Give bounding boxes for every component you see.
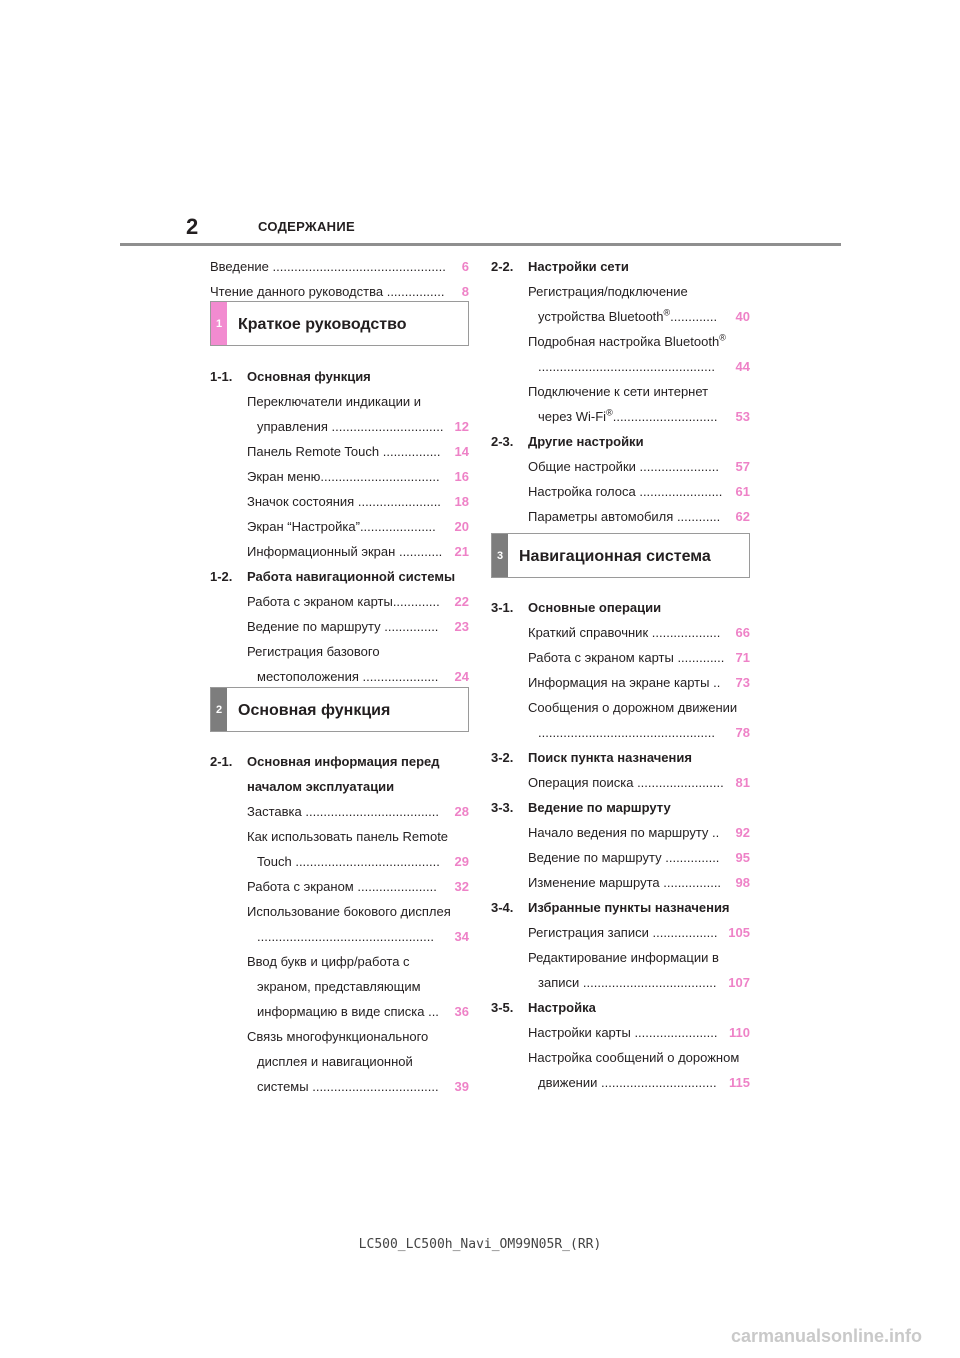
toc-entry-page[interactable]: 23: [454, 619, 469, 634]
toc-entry[interactable]: [491, 945, 750, 970]
watermark: carmanualsonline.info: [730, 1326, 922, 1346]
toc-entry[interactable]: [491, 845, 750, 870]
header-title: СОДЕРЖАНИЕ: [258, 219, 355, 234]
chapter-title: Навигационная система: [519, 548, 711, 565]
toc-entry-page[interactable]: 92: [735, 825, 750, 840]
toc-entry-label: Экран меню.................................: [247, 469, 440, 484]
section-title: Другие настройки: [528, 434, 644, 449]
toc-entry[interactable]: [491, 670, 750, 695]
page-number: 2: [186, 214, 199, 239]
toc-entry-page[interactable]: 39: [454, 1079, 469, 1094]
toc-entry-page[interactable]: 57: [735, 459, 750, 474]
toc-entry-label: .................................................: [538, 725, 715, 740]
toc-entry-page[interactable]: 95: [735, 850, 750, 865]
toc-entry-label: Общие настройки ......................: [528, 459, 719, 474]
section-number: 2-3.: [491, 434, 514, 449]
toc-entry-label: Ввод букв и цифр/работа с: [247, 954, 410, 969]
section-number: 1-1.: [210, 369, 233, 384]
toc-entry-label: Параметры автомобиля ............: [528, 509, 721, 524]
toc-entry-label: Панель Remote Touch ................: [247, 444, 441, 459]
toc-entry-page[interactable]: 115: [729, 1075, 750, 1090]
toc-entry[interactable]: [210, 974, 469, 999]
toc-entry-label: местоположения .....................: [257, 669, 439, 684]
chapter-box-2[interactable]: [210, 687, 469, 732]
section-number: 3-2.: [491, 750, 514, 765]
toc-entry-page[interactable]: 14: [454, 444, 469, 459]
toc-entry-label: Работа с экраном ......................: [247, 879, 437, 894]
toc-entry[interactable]: [491, 645, 750, 670]
toc-entry-page[interactable]: 40: [735, 309, 750, 324]
toc-entry-label: Подробная настройка Bluetooth®: [528, 332, 726, 349]
toc-entry-label: устройства Bluetooth®.............: [538, 307, 718, 324]
toc-entry[interactable]: [491, 720, 750, 745]
toc-entry[interactable]: [491, 970, 750, 995]
toc-entry-label: информацию в виде списка ...: [257, 1004, 439, 1019]
toc-entry[interactable]: [210, 1024, 469, 1049]
toc-entry-label: системы ...................................: [257, 1079, 439, 1094]
chapter-title: Краткое руководство: [238, 316, 407, 333]
toc-entry[interactable]: [210, 514, 469, 539]
toc-entry[interactable]: [491, 404, 750, 429]
toc-entry[interactable]: [491, 620, 750, 645]
toc-entry-page[interactable]: 28: [454, 804, 469, 819]
toc-entry-label: Информационный экран ............: [247, 544, 443, 559]
toc-entry-label: Настройка голоса .......................: [528, 484, 723, 499]
toc-entry-page[interactable]: 20: [454, 519, 469, 534]
toc-entry-label: Регистрация записи ..................: [528, 925, 718, 940]
toc-entry[interactable]: [491, 870, 750, 895]
section-title: Основная функция: [247, 369, 371, 384]
toc-entry[interactable]: [210, 849, 469, 874]
toc-entry-label: Редактирование информации в: [528, 950, 719, 965]
toc-entry[interactable]: [210, 639, 469, 664]
toc-entry-label: Краткий справочник ...................: [528, 625, 721, 640]
toc-entry-page[interactable]: 18: [454, 494, 469, 509]
toc-entry[interactable]: [491, 695, 750, 720]
toc-entry-label: Как использовать панель Remote: [247, 829, 449, 844]
toc-entry-page[interactable]: 21: [454, 544, 469, 559]
section-number: 3-3.: [491, 800, 514, 815]
toc-entry[interactable]: [491, 504, 750, 529]
toc-entry-label: Значок состояния .......................: [247, 494, 441, 509]
toc-entry[interactable]: [210, 489, 469, 514]
section-number: 3-1.: [491, 600, 514, 615]
toc-entry-page[interactable]: 16: [454, 469, 469, 484]
toc-entry-page[interactable]: 34: [454, 929, 469, 944]
toc-entry[interactable]: [491, 770, 750, 795]
toc-entry-page[interactable]: 78: [735, 725, 750, 740]
toc-entry-page[interactable]: 24: [454, 669, 469, 684]
section-title: Настройка: [528, 1000, 596, 1015]
toc-entry-label: Регистрация/подключение: [528, 284, 688, 299]
header-rule: [120, 243, 841, 246]
toc-entry[interactable]: [210, 614, 469, 639]
toc-entry-label: Сообщения о дорожном движении: [528, 700, 738, 715]
toc-entry[interactable]: [491, 479, 750, 504]
toc-entry[interactable]: [491, 354, 750, 379]
chapter-title: Основная функция: [238, 702, 391, 719]
toc-entry-label: Начало ведения по маршруту ..: [528, 825, 720, 840]
section-1-1: [210, 364, 469, 689]
toc-entry-label: Touch ........................................: [257, 854, 440, 869]
toc-entry-label: экраном, представляющим: [257, 979, 421, 994]
section-title: Работа навигационной системы: [247, 569, 456, 584]
toc-entry[interactable]: [210, 924, 469, 949]
toc-entry-label: Подключение к сети интернет: [528, 384, 709, 399]
toc-entry[interactable]: [210, 949, 469, 974]
toc-entry-label: Настройка сообщений о дорожном: [528, 1050, 740, 1065]
chapter-box-3[interactable]: [491, 533, 750, 578]
toc-entry-label: Ведение по маршруту ...............: [247, 619, 439, 634]
section-number: 2-1.: [210, 754, 233, 769]
toc-entry[interactable]: [210, 1049, 469, 1074]
section-title: Ведение по маршруту: [528, 800, 671, 815]
toc-entry[interactable]: [210, 874, 469, 899]
toc-entry-label: через Wi-Fi®.............................: [538, 407, 718, 424]
toc-entry-page[interactable]: 8: [461, 284, 469, 299]
toc-entry[interactable]: [210, 589, 469, 614]
section-3: [491, 595, 750, 1095]
toc-entry[interactable]: [491, 1070, 750, 1095]
toc-entry-label: Чтение данного руководства ................: [210, 284, 445, 299]
toc-entry[interactable]: [491, 379, 750, 404]
toc-entry-page[interactable]: 12: [454, 419, 469, 434]
toc-entry-page[interactable]: 36: [454, 1004, 469, 1019]
toc-entry[interactable]: [491, 279, 750, 304]
toc-entry-label: .................................................: [257, 929, 434, 944]
toc-entry-page[interactable]: 32: [454, 879, 469, 894]
toc-entry[interactable]: [491, 920, 750, 945]
section-number: 3-5.: [491, 1000, 514, 1015]
toc-entry-page[interactable]: 110: [729, 1025, 750, 1040]
section-title: началом эксплуатации: [247, 779, 395, 794]
toc-entry-label: Изменение маршрута ................: [528, 875, 722, 890]
section-title: Поиск пункта назначения: [528, 750, 692, 765]
toc-left-column: [210, 254, 469, 304]
toc-entry[interactable]: [491, 304, 750, 329]
chapter-tab: 2: [211, 688, 227, 731]
toc-entry[interactable]: [210, 824, 469, 849]
section-number: 2-2.: [491, 259, 514, 274]
chapter-box-1[interactable]: [210, 301, 469, 346]
section-title: Избранные пункты назначения: [528, 900, 730, 915]
document-code: LC500_LC500h_Navi_OM99N05R_(RR): [358, 1237, 602, 1252]
toc-entry-page[interactable]: 29: [454, 854, 469, 869]
toc-entry-label: Ведение по маршруту ...............: [528, 850, 720, 865]
toc-entry-label: Регистрация базового: [247, 644, 380, 659]
toc-entry-label: Экран “Настройка”.....................: [247, 519, 436, 534]
toc-entry-page[interactable]: 71: [735, 650, 750, 665]
toc-entry-label: Настройки карты .......................: [528, 1025, 718, 1040]
toc-entry-page[interactable]: 98: [735, 875, 750, 890]
toc-entry[interactable]: [210, 1074, 469, 1099]
toc-entry-label: дисплея и навигационной: [257, 1054, 413, 1069]
toc-entry[interactable]: [210, 414, 469, 439]
toc-entry-page[interactable]: 44: [735, 359, 750, 374]
toc-entry[interactable]: [491, 329, 750, 354]
toc-entry-page[interactable]: 105: [728, 925, 750, 940]
section-title: Настройки сети: [528, 259, 629, 274]
toc-entry[interactable]: [210, 254, 469, 279]
chapter-tab: 3: [492, 534, 508, 577]
toc-entry-page[interactable]: 53: [735, 409, 750, 424]
toc-entry-page[interactable]: 66: [735, 625, 750, 640]
toc-entry-label: Работа с экраном карты .............: [528, 650, 725, 665]
toc-right-column: [491, 254, 750, 529]
section-2-1: [210, 749, 469, 1099]
toc-entry-label: записи .....................................: [538, 975, 717, 990]
toc-entry-label: Введение ................................................: [210, 259, 446, 274]
toc-entry-label: Операция поиска ........................: [528, 775, 724, 790]
toc-entry-label: движении ................................: [538, 1075, 717, 1090]
toc-entry[interactable]: [491, 820, 750, 845]
section-number: 3-4.: [491, 900, 514, 915]
toc-entry-page[interactable]: 81: [735, 775, 750, 790]
section-title: Основные операции: [528, 600, 662, 615]
toc-entry-page[interactable]: 62: [735, 509, 750, 524]
toc-entry[interactable]: [210, 999, 469, 1024]
toc-entry[interactable]: [210, 539, 469, 564]
toc-entry[interactable]: [210, 799, 469, 824]
toc-entry-label: Информация на экране карты ..: [528, 675, 721, 690]
section-title: Основная информация перед: [247, 754, 440, 769]
toc-entry[interactable]: [491, 1045, 750, 1070]
toc-entry-page[interactable]: 107: [728, 975, 750, 990]
toc-entry-page[interactable]: 61: [735, 484, 750, 499]
toc-entry-page[interactable]: 6: [461, 259, 469, 274]
toc-entry-label: Переключатели индикации и: [247, 394, 422, 409]
toc-entry[interactable]: [210, 439, 469, 464]
section-number: 1-2.: [210, 569, 233, 584]
toc-entry[interactable]: [210, 899, 469, 924]
toc-entry-page[interactable]: 73: [735, 675, 750, 690]
toc-entry[interactable]: [491, 454, 750, 479]
toc-entry-label: Использование бокового дисплея: [247, 904, 451, 919]
toc-entry[interactable]: [210, 464, 469, 489]
chapter-tab: 1: [211, 302, 227, 345]
toc-entry-label: управления ...............................: [257, 419, 444, 434]
toc-entry-page[interactable]: 22: [454, 594, 469, 609]
toc-entry-label: .................................................: [538, 359, 715, 374]
toc-entry-label: Работа с экраном карты.............: [247, 594, 440, 609]
toc-entry[interactable]: [491, 1020, 750, 1045]
toc-entry-label: Заставка .....................................: [247, 804, 439, 819]
toc-entry-label: Связь многофункционального: [247, 1029, 429, 1044]
toc-entry[interactable]: [210, 389, 469, 414]
toc-entry[interactable]: [210, 664, 469, 689]
